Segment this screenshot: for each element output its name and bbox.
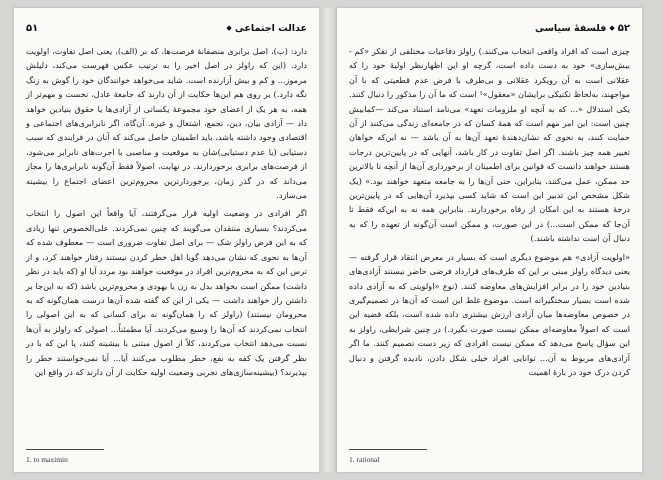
- page-number: ۵۱: [26, 22, 39, 34]
- footnote: 1. to maximin: [26, 455, 68, 464]
- running-title: [226, 23, 307, 34]
- page-body: [26, 44, 307, 379]
- footnote-rule: [26, 449, 104, 450]
- book-gutter: [319, 8, 337, 472]
- diamond-icon: ◆: [609, 24, 615, 32]
- diamond-icon: ◆: [226, 24, 232, 32]
- running-title-text: فلسفهٔ سیاسی: [534, 22, 607, 34]
- right-page-header: [349, 20, 630, 36]
- paragraph: چیزی است که افراد واقعی انتخاب می‌کنند.) راولز دفاعیات مختلفی از تفکر «کم - بیش‌سازی» خود به دست داده است، گرچه او این اظهارنظر اولیهٔ خود را که عقلانی است به آن رویکرد عقلانی و بی‌طرف با فرض عدم قطعیتی که با آن مواجهند، به‌لحاظ تکنیکی برایشان «معقول»¹ است که ما آن را مذکور را دنبال کنند. یکی استدلال «... که به آنچه او ملزومات تعهد» می‌نامد استناد می‌کند —کمابیش چنین است: این امر مهم است که همهٔ کسان که در جامعه‌ای زندگی می‌کنند از آن حمایت کنند، به نحوی که نشان‌دهندهٔ تعهد آن‌ها به آن باشد — نه این‌که خواهان تغییر همه چیز باشند. اگر اصل تفاوت در کار باشد، آنهایی که در پایین‌ترین درجات هستند خواهند دانست که قوانین برای اطمینان از برخورداری آن‌ها از آنچه تا بالاترین حد ممکن، عمل می‌کنند، بنابراین، حتی آن‌ها را به جامعه متعهد خواهند بود.» (یک شکل مشخص این تدبیر این است که شاید کسی بپذیرد آن‌هایی که در پایین‌ترین درجهٔ هستند به این امکان از رفاه برخوردارند. بنابراین همه نه به این‌که فقط تا آن‌جا که ممکن است...) در این صورت، و ممکن است آن‌گونه از تعهده را که به دنبال آن است نداشته باشند.): [349, 46, 630, 244]
- right-page: [337, 8, 642, 472]
- footnote: 1. rational: [349, 455, 380, 464]
- left-page-header: [26, 20, 307, 36]
- paragraph: دارد: (ب)، اصل برابری منصفانهٔ فرصت‌ها، که بر (الف)، یعنی اصل تفاوت، اولویت دارد. (این که راولز در اصل اخیر را به ترتیب عکس فهرست می‌کند، دلیلش مرموز... و کم و بیش آزارنده است. شاید می‌خواهد خوانندگان خود را گوش به زنگ نگه دارد.) بر روی هم این‌ها حکایت از آن دارند که جامعهٔ عادل، نخست و مهم‌تر از همه، به هر یک از اعضای خود مجموعهٔ یکسانی از آزادی‌ها یا حقوق بنیادین خواهد داد — آزادی بیان، دین، تجمع، اشتغال و غیره. آن‌گاه، اگر نابرابری‌های اجتماعی و اقتصادی وجود داشته باشد، باید اطمینان حاصل می‌کند که آنان در فرایندی که سبب دستیابی (یا عدم دستیابی)شان به موقعیت و مناصبی با اجرت‌های نابرابر می‌شود، از فرصت‌های برابری برخوردارند. در نهایت، اصولاً فقط آن‌گونه نابرابری‌ها را مجاز می‌داند که در گذر زمان، برخوردارترین محروم‌ترین اعضای اجتماع را بیشینه می‌سازد.: [26, 46, 307, 201]
- footnote-rule: [349, 449, 427, 450]
- paragraph: «اولویت آزادی» هم موضوع دیگری است که بسیار در معرض انتقاد قرار گرفته — یعنی دیدگاه راولز مبنی بر این که طرف‌های قرارداد فرضی حاضر نیستند آزادی‌های بنیادین خود را در برابر افزایش‌های معاوضه کنند. (نوع «اولویتی که به آزادی داده شده است بسیار سختگیرانه است. موضوع غلط این است که آن‌ها در تصمیم‌گیری در خصوص معاوضه‌ها میان آزادی ارزش بیشتری داده شده است، بلکه قضیه این است که اصولاً معاوضه‌ای ممکن نیست صورت بگیرد.) در چنین شرایطی، راولز به این سؤال پاسخ می‌دهد که ممکن نیست افرادی که زیر دست تصمیم کنند. ما اگر آزادی‌های مربوط به آن... توانایی افراد خیلی شکل دادن، نادیده گرفتن و دنبال کردن درک خود در بارهٔ اهمیت: [349, 251, 630, 377]
- paragraph: اگر افرادی در وضعیت اولیه قرار می‌گرفتند، آیا واقعاً این اصول را انتخاب می‌کردند؟ بسیاری منتقدان می‌گویند که چنین نمی‌کردند. علی‌الخصوص تنها زیادی که به این فرض راولز شک — برای اصل تفاوت ضروری است — معطوف شده که آن‌ها به نحوی که نشان می‌دهد گویا اهل خطر کردن نیستند رفتار خواهند کرد، و از ترس این که به محروم‌ترین افراد در موقعیت خواهند بود مردد آیا او (که باید در نظر داشت) ممکن است بخواهد بدل به زن یا یهودی و محروم‌ترین باشد (که به این‌جا بر داشتن راز خواهند داشت — یکی از این که گفته شده آن‌ها درست همان‌گونه که به محرومان نیستند) (راولز که را همان‌گونه نه برای کسانی که به این اصولی را انتخاب نمی‌کردند که آن‌ها را وسیع می‌کردند. آیا مطمئناً... اصولی که راولز به آن‌ها نسبت می‌دهد انتخاب می‌کردند، کلاً از اصول مبتنی با بیشینه کنند، یا این که با در نظر گرفتن یک کفه به نفع، خطر مطلوب می‌کنند آیا... آیا نمی‌خواستند خطر را بپذیرند؟ (بیشینه‌سازی‌های تجربی وضعیت اولیه حکایت از آن دارند که در واقع این: [26, 208, 307, 377]
- left-page: [14, 8, 319, 472]
- running-title-text: عدالت اجتماعی: [234, 22, 307, 34]
- page-body: [349, 44, 630, 379]
- page-number: ۵۲: [617, 22, 630, 34]
- running-title: [535, 23, 630, 34]
